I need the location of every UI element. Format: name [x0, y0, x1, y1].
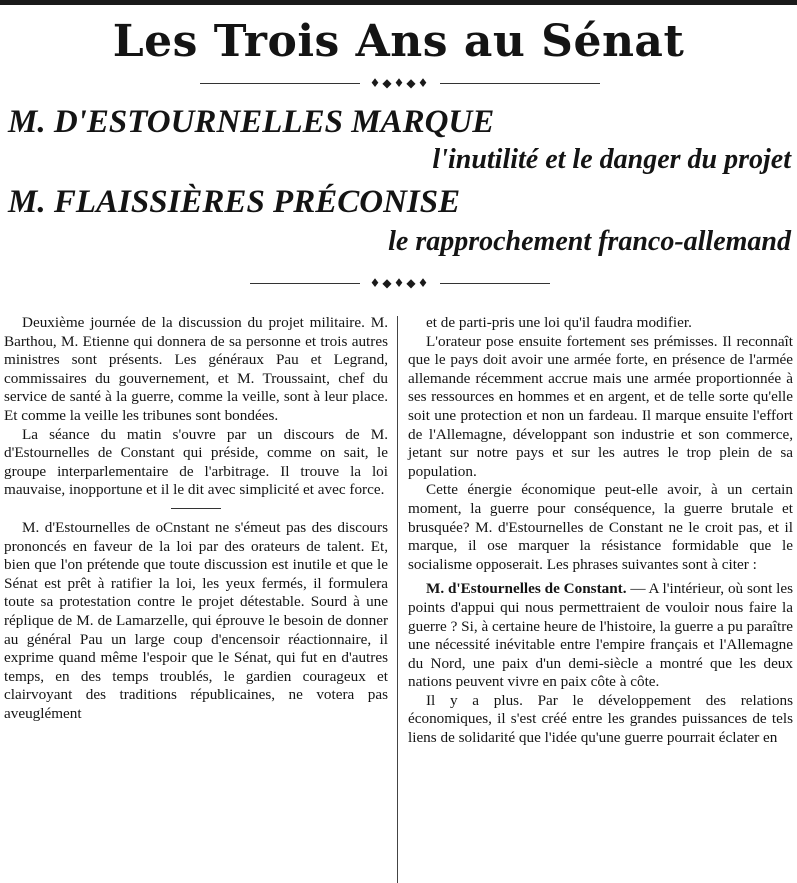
headline-ornament — [240, 276, 560, 290]
headline-3: M. FLAISSIÈRES PRÉCONISE — [8, 184, 461, 220]
ornament-line-right — [440, 283, 550, 284]
paragraph: Deuxième journée de la discussion du projet militaire. M. Barthou, M. Etienne qui donnera de sa personne et trois autres ministres sont présents. Les généraux Pau et Legrand, commissaires du gouvernement, et M. Troussaint, chef du service de santé à la guerre, comme la veille, sont à leur place. Et comme la veille les tribunes sont bondées. — [4, 314, 388, 424]
title-ornament — [180, 76, 620, 90]
top-rule — [0, 0, 797, 5]
headline-1: M. D'ESTOURNELLES MARQUE — [8, 104, 495, 140]
section-divider — [171, 508, 221, 509]
speaker-name: M. d'Estournelles de Constant. — [426, 580, 627, 598]
ornament-line-left — [250, 283, 360, 284]
ornament-glyph: ♦◆♦◆♦ — [369, 76, 431, 90]
paragraph: Il y a plus. Par le développement des relations économiques, il s'est créé entre les grandes puissances de tels liens de solidarité que l'idée qu'une guerre pourrait éclater en — [408, 691, 793, 747]
ornament-line-left — [200, 83, 360, 84]
headline-2: l'inutilité et le danger du projet — [432, 144, 791, 175]
ornament-line-right — [440, 83, 600, 84]
paragraph: M. d'Estournelles de oCnstant ne s'émeut pas des discours prononcés en faveur de la loi par des orateurs de talent. Et, bien que l'on prétende que toute discussion est inutile et que le Sénat est prêt à ratifier la loi, les yeux fermés, il formulera toute sa protestation contre le projet détestable. Sourd à une réplique de M. de Lamarzelle, qui éprouve le besoin de donner au général Pau un large coup d'encensoir réactionnaire, il exprime quand même l'espoir que le Sénat, qui fut en d'autres temps, en des temps troublés, le gardien courageux et clairvoyant des traditions républicaines, ne votera pas aveuglément — [4, 518, 388, 722]
column-divider — [397, 316, 398, 883]
quote-text: — A l'intérieur, où sont les points d'appui qui nous permettraient de vouloir nous faire la guerre ? Si, à certaine heure de l'histoire, la guerre a pu paraître une nécessité inévitable entre l'empire français et l'Allemagne du Nord, une paix d'un demi-siècle a montré que les deux nations peuvent vivre en paix côte à côte. — [408, 580, 793, 691]
paragraph: L'orateur pose ensuite fortement ses prémisses. Il reconnaît que le pays doit avoir une armée forte, en présence de l'armée allemande récemment accrue mais une armée proportionnée à ses ressources en hommes et en argent, et de telle sorte qu'elle soit une protection et non un fardeau. Il marque ensuite l'effort de l'Allemagne, développant son industrie et son commerce, jetant sur notre pays et sur les autres le trop plein de sa population. — [408, 332, 793, 480]
left-column — [4, 314, 388, 723]
article-title: Les Trois Ans au Sénat — [112, 16, 685, 67]
headline-4: le rapprochement franco-allemand — [388, 226, 791, 257]
paragraph: Cette énergie économique peut-elle avoir, à un certain moment, la guerre pour conséquence, la guerre brutale et brusquée? M. d'Estournelles de Constant ne le croit pas, et il marque, il ose marquer la résistance formidable que le socialisme opposerait. Les phrases suivantes sont à citer : — [408, 481, 793, 573]
paragraph: La séance du matin s'ouvre par un discours de M. d'Estournelles de Constant qui préside, comme on sait, le groupe interparlementaire de l'arbitrage. Il trouve la loi mauvaise, inopportune et il le dit avec simplicité et avec force. — [4, 425, 388, 499]
ornament-glyph: ♦◆♦◆♦ — [369, 276, 431, 290]
quote-paragraph — [408, 580, 793, 692]
paragraph: et de parti-pris une loi qu'il faudra modifier. — [426, 314, 692, 331]
right-column — [408, 314, 793, 748]
